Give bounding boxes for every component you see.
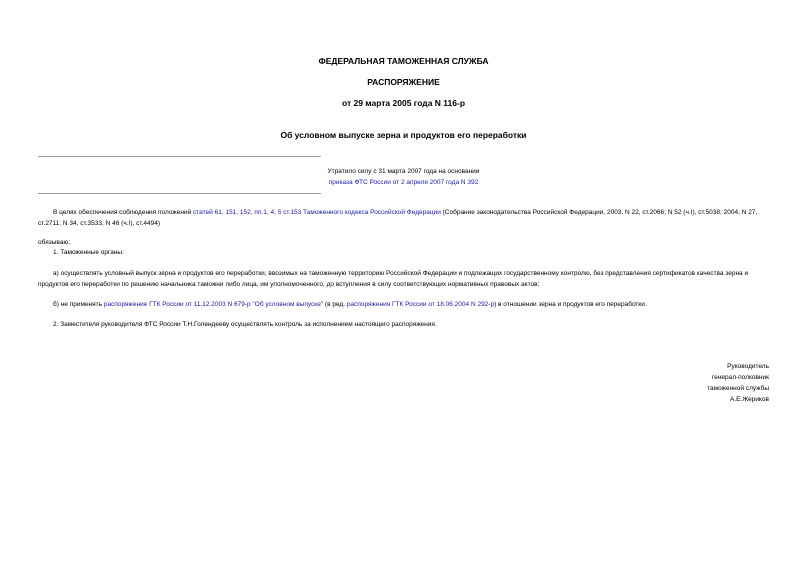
signature-name: А.Е.Жериков bbox=[729, 396, 769, 403]
repeal-order-link[interactable]: приказа ФТС России от 2 апреля 2007 года N 392 bbox=[328, 179, 479, 186]
signature-service: таможенной службы bbox=[707, 385, 769, 392]
preamble-paragraph bbox=[38, 207, 769, 229]
repeal-notice: Утратило силу с 31 марта 2007 года на основании bbox=[327, 168, 480, 175]
signature-block bbox=[707, 361, 769, 405]
obligate-text: обязываю: bbox=[38, 239, 71, 246]
gtk-order-292-link[interactable]: распоряжения ГТК России от 18.06.2004 N 292-р bbox=[346, 301, 495, 308]
item-1b-text-end: ) в отношении зерна и продуктов его переработки. bbox=[494, 301, 647, 308]
gtk-order-679-link[interactable]: распоряжение ГТК России от 11.12.2003 N 679-р "Об условном выпуске" bbox=[103, 301, 324, 308]
repeal-notice-link-line bbox=[0, 179, 807, 186]
document-title: Об условном выпуске зерна и продуктов его переработки bbox=[280, 130, 527, 140]
customs-code-link[interactable]: статей 61, 151, 152, пп.1, 4, 5 ст.153 Таможенного кодекса Российской Федерации bbox=[193, 209, 441, 216]
item-1b bbox=[38, 299, 769, 310]
divider-top bbox=[38, 156, 321, 157]
item-1: 1. Таможенные органы: bbox=[53, 249, 124, 256]
item-1a: а) осуществлять условный выпуск зерна и продуктов его переработки, ввозимых на таможенную территорию Российской Федерации и подлежащих государственному контролю, без представления сертификатов качества зерна и продуктов его переработки по решению начальника таможни либо лица, им уполномоченного, до вступления в силу соответствующих нормативных правовых актов; bbox=[38, 270, 749, 288]
agency-name: ФЕДЕРАЛЬНАЯ ТАМОЖЕННАЯ СЛУЖБА bbox=[318, 56, 489, 66]
item-1b-text-start: б) не применять bbox=[53, 301, 104, 308]
item-2: 2. Заместителя руководителя ФТС России Т.Н.Голендееву осуществлять контроль за исполнением настоящего распоряжения. bbox=[53, 321, 437, 328]
divider-bottom bbox=[38, 193, 321, 194]
document-date-number: от 29 марта 2005 года N 116-р bbox=[341, 98, 466, 108]
preamble-text-start: В целях обеспечения соблюдения положений bbox=[53, 209, 194, 216]
item-1b-text-mid: (в ред. bbox=[323, 301, 347, 308]
signature-position: Руководитель bbox=[727, 363, 769, 370]
signature-rank: генерал-полковник bbox=[711, 374, 769, 381]
document-type: РАСПОРЯЖЕНИЕ bbox=[367, 77, 440, 87]
preamble-text-end: (Собрание законодательства Российской Федерации, 2003, N 22, ст.2066; N 52 (ч.I), ст.5038; 2004, N 27, ст.2711; N 34, ст.3533, N 46 (ч.I), ст.4494) bbox=[38, 209, 758, 227]
